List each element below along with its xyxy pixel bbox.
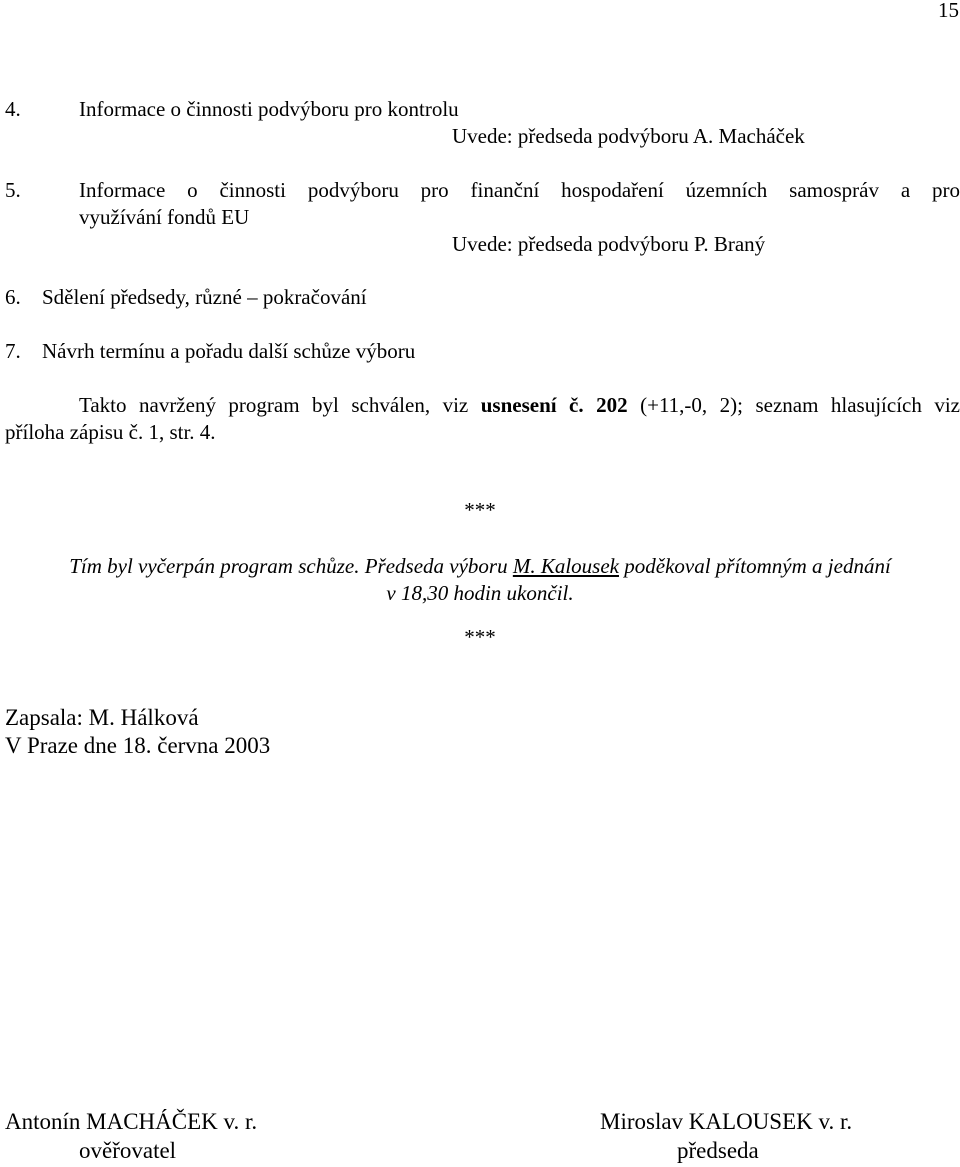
signature-left-name: Antonín MACHÁČEK v. r. — [5, 1109, 258, 1134]
agenda-item-7-text: Návrh termínu a pořadu další schůze výboru — [42, 339, 416, 363]
approval-text-part2: (+11,-0, 2); seznam hlasujících viz — [627, 393, 960, 417]
closing-line2: v 18,30 hodin ukončil. — [386, 581, 574, 605]
signature-right-role: předseda — [677, 1138, 759, 1163]
agenda-item-5-presenter: Uvede: předseda podvýboru P. Braný — [452, 232, 766, 256]
agenda-item-5-text-line1: Informace o činnosti podvýboru pro finanční hospodaření územních samospráv a pro — [79, 178, 960, 202]
approval-text-part1: Takto navržený program byl schválen, viz — [79, 393, 481, 417]
signature-right-name: Miroslav KALOUSEK v. r. — [600, 1109, 853, 1134]
closing-text-part2: poděkoval přítomným a jednání — [619, 554, 891, 578]
resolution-reference: usnesení č. 202 — [480, 393, 628, 417]
signature-left-role: ověřovatel — [79, 1138, 177, 1163]
agenda-item-7-number: 7. — [5, 339, 21, 363]
closing-line1 — [0, 556, 960, 577]
recorded-by: Zapsala: M. Hálková — [5, 705, 199, 730]
agenda-item-4-presenter: Uvede: předseda podvýboru A. Macháček — [452, 124, 805, 148]
chair-name: M. Kalousek — [512, 554, 619, 578]
agenda-item-6-number: 6. — [5, 285, 21, 309]
agenda-item-4-number: 4. — [5, 97, 21, 121]
page-number: 15 — [938, 0, 959, 22]
separator-stars-2: *** — [464, 625, 496, 649]
separator-stars-1: *** — [464, 498, 496, 522]
agenda-item-4-text: Informace o činnosti podvýboru pro kontrolu — [79, 97, 459, 121]
closing-text-part1: Tím byl vyčerpán program schůze. Předseda výboru — [69, 554, 513, 578]
agenda-item-5-number: 5. — [5, 178, 21, 202]
approval-line1 — [79, 395, 960, 416]
approval-line2: příloha zápisu č. 1, str. 4. — [5, 420, 216, 444]
agenda-item-5-text-line2: využívání fondů EU — [79, 205, 250, 229]
place-and-date: V Praze dne 18. června 2003 — [5, 733, 271, 758]
agenda-item-6-text: Sdělení předsedy, různé – pokračování — [42, 285, 367, 309]
